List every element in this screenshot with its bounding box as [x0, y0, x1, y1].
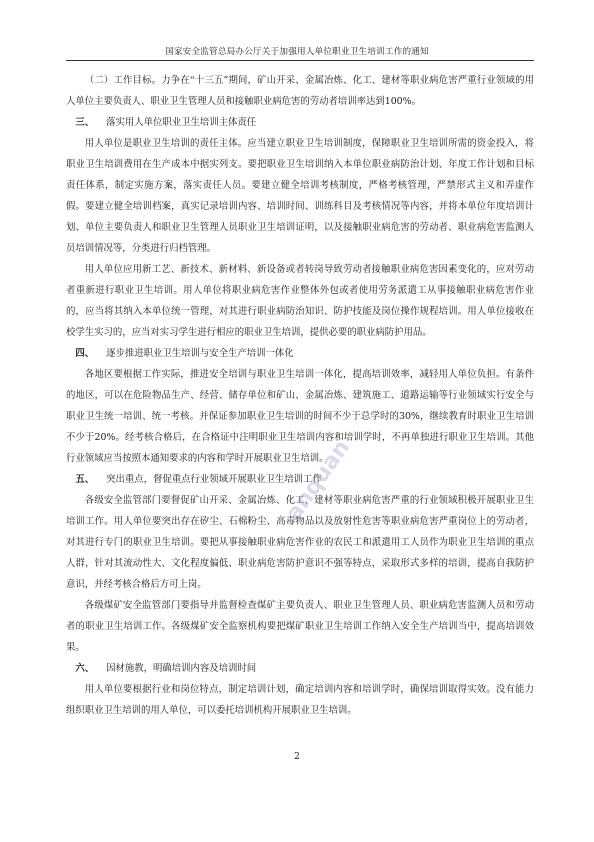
paragraph: 用人单位应用新工艺、新技术、新材料、新设备或者转岗导致劳动者接触职业病危害因素变化的，应对劳动者重新进行职业卫生培训。用人单位将职业病危害作业整体外包或者使用劳务派遣工从事接触职业病危害作业的，应当将其纳入本单位统一管理，对其进行职业病防治知识、防护技能及岗位操作规程培训。用人单位接收在校学生实习的，应当对实习学生进行相应的职业卫生培训，提供必要的职业病防护用品。: [66, 264, 534, 338]
section-title: 因材施教，明确培训内容及培训时间: [106, 663, 257, 674]
paragraph-work-goal: （二）工作目标。力争在“十三五”期间，矿山开采、金属冶炼、化工、建材等职业病危害严重行业领域的用人单位主要负责人、职业卫生管理人员和接触职业病危害的劳动者培训率达到100%。: [66, 75, 534, 107]
paragraph: 各地区要根据工作实际，推进安全培训与职业卫生培训一体化，提高培训效率，减轻用人单位负担。有条件的地区，可以在危险物品生产、经营、储存单位和矿山、金属冶炼、建筑施工、道路运输等行业领域实行安全与职业卫生统一培训、统一考核。并保证参加职业卫生培训的时间不少于总学时的30%，继续教育时职业卫生培训不少于20%。经考核合格后，在合格证中注明职业卫生培训内容和培训学时，不再单独进行职业卫生培训。其他行业领域应当按照本通知要求的内容和学时开展职业卫生培训。: [66, 369, 534, 464]
section-title: 落实用人单位职业卫生培训主体责任: [106, 117, 257, 128]
watermark: anquan: [281, 435, 355, 526]
header-rule: [66, 60, 534, 61]
running-header: 国家安全监管总局办公厅关于加强用人单位职业卫生培训工作的通知: [165, 47, 429, 57]
section-title: 逐步推进职业卫生培训与安全生产培训一体化: [106, 348, 294, 359]
page-number: 2: [294, 752, 300, 762]
paragraph: 各级煤矿安全监管部门要指导并监督检查煤矿主要负责人、职业卫生管理人员、职业病危害监测人员和劳动者的职业卫生培训工作。各级煤矿安全监察机构要把煤矿职业卫生培训工作纳入安全生产培训当中，提高培训效果。: [66, 600, 534, 653]
section-heading-4: [66, 343, 534, 364]
section-heading-6: [66, 658, 534, 679]
section-number: 三、: [75, 117, 95, 128]
document-body: [66, 70, 534, 721]
section-number: 五、: [75, 474, 95, 485]
section-title: 突出重点，督促重点行业领域开展职业卫生培训工作: [106, 474, 322, 485]
paragraph: 用人单位要根据行业和岗位特点，制定培训计划，确定培训内容和培训学时，确保培训取得实效。没有能力组织职业卫生培训的用人单位，可以委托培训机构开展职业卫生培训。: [66, 684, 534, 716]
paragraph: 用人单位是职业卫生培训的责任主体。应当建立职业卫生培训制度，保障职业卫生培训所需的资金投入，将职业卫生培训费用在生产成本中据实列支。要把职业卫生培训纳入本单位职业病防治计划、年度工作计划和目标责任体系，制定实施方案，落实责任人员。要建立健全培训考核制度，严格考核管理，严禁形式主义和弄虚作假。要建立健全培训档案，真实记录培训内容、培训时间、训练科目及考核情况等内容，并将本单位年度培训计划、单位主要负责人和职业卫生管理人员职业卫生培训证明，以及接触职业病危害的劳动者、职业病危害监测人员培训情况等，分类进行归档管理。: [66, 138, 534, 254]
section-number: 四、: [75, 348, 95, 359]
section-heading-3: [66, 112, 534, 133]
section-number: 六、: [75, 663, 95, 674]
paragraph: 各级安全监管部门要督促矿山开采、金属冶炼、化工、建材等职业病危害严重的行业领域积极开展职业卫生培训工作。用人单位要突出存在矽尘、石棉粉尘、高毒物品以及放射性危害等职业病危害严重岗位上的劳动者，对其进行专门的职业卫生培训。要把从事接触职业病危害作业的农民工和派遣用工人员作为职业卫生培训的重点人群，针对其流动性大、文化程度偏低、职业病危害防护意识不强等特点，采取形式多样的培训，提高自我防护意识，并经考核合格后方可上岗。: [66, 495, 534, 590]
